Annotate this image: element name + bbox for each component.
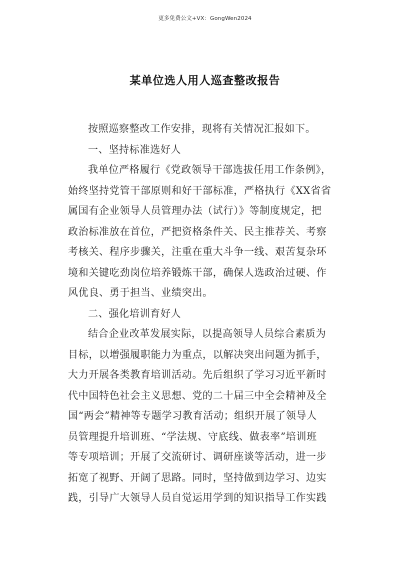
paragraph-line: 代中国特色社会主义思想、党的二十届三中全会精神及全	[68, 390, 327, 402]
paragraph-line: 践，引导广大领导人员自觉运用学到的知识指导工作实践	[68, 493, 327, 504]
paragraph-line: 境和关键吃劲岗位培养锻炼干部，确保人选政治过硬、作	[68, 267, 327, 279]
header-watermark-text: 更多免费公文+VX：GongWen2024	[158, 16, 252, 22]
paragraph-line: 国“两会”精神等专题学习教育活动；组织开展了领导人	[68, 411, 317, 422]
paragraph-line: 等专项培训；开展了交流研讨、调研座谈等活动，进一步	[68, 452, 327, 463]
paragraph-line: 按照巡察整改工作安排，现将有关情况汇报如下。	[88, 124, 316, 135]
paragraph-line: 我单位严格履行《党政领导干部选拔任用工作条例》，	[88, 165, 332, 176]
document-body	[68, 120, 354, 510]
paragraph-line: 结合企业改革发展实际，以提高领导人员综合素质为	[88, 329, 327, 340]
paragraph-line: 大力开展各类教育培训活动。先后组织了学习习近平新时	[68, 370, 327, 381]
paragraph-line: 目标，以增强履职能力为重点，以解决突出问题为抓手，	[68, 349, 327, 361]
paragraph-line: 属国有企业领导人员管理办法（试行）》等制度规定，把	[68, 206, 322, 217]
paragraph-line: 风优良、勇于担当、业绩突出。	[68, 288, 213, 299]
document-title: 某单位选人用人巡查整改报告	[129, 74, 281, 87]
section-heading: 二、强化培训育好人	[88, 308, 182, 320]
paragraph-line: 始终坚持党管干部原则和好干部标准，严格执行《XX省省	[68, 185, 332, 197]
paragraph-line: 考核关、程序步骤关，注重在重大斗争一线、艰苦复杂环	[68, 247, 327, 258]
paragraph-line: 政治标准放在首位，严把资格条件关、民主推荐关、考察	[68, 226, 327, 238]
section-heading: 一、坚持标准选好人	[88, 144, 182, 156]
paragraph-line: 员管理提升培训班、“学法规、守底线、做表率”培训班	[68, 431, 317, 443]
paragraph-line: 拓宽了视野、开阔了思路。同时，坚持做到边学习、边实	[68, 472, 327, 484]
